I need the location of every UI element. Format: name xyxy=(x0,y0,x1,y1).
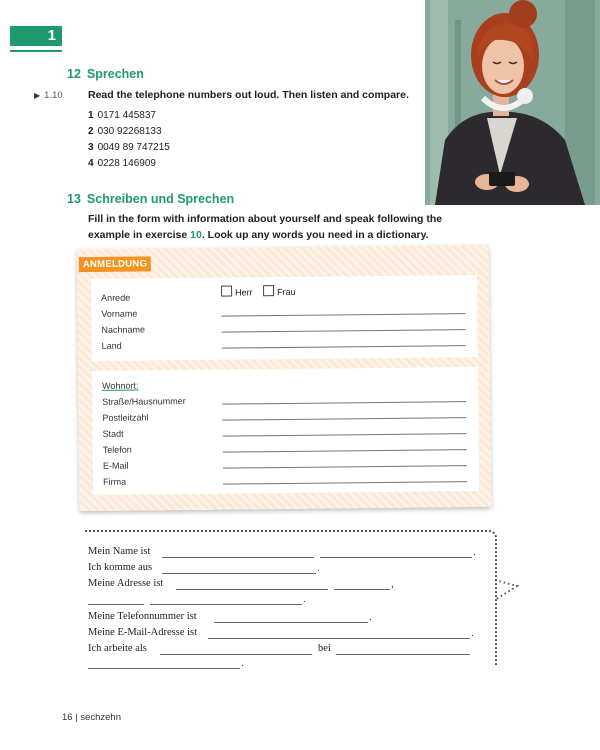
label-stadt: Stadt xyxy=(102,428,124,439)
list-item: 2 030 92268133 xyxy=(88,126,162,137)
strasse-field[interactable] xyxy=(222,401,466,405)
sentence-arbeite: Ich arbeite als xyxy=(88,643,147,654)
stadt-field[interactable] xyxy=(223,433,467,437)
list-item: 1 0171 445837 xyxy=(88,110,156,121)
instruction-line-2: example in exercise 10. Look up any words you need in a dictionary. xyxy=(88,229,429,241)
chapter-number-tab: 1 xyxy=(10,26,62,46)
personal-details-panel xyxy=(91,275,478,361)
photo-illustration xyxy=(425,0,600,205)
exercise-12-title: Sprechen xyxy=(86,67,144,81)
exercise-13-title: Schreiben und Sprechen xyxy=(86,192,235,206)
exercise-13-instruction xyxy=(88,211,442,243)
label-firma: Firma xyxy=(103,476,127,487)
exercise-13-heading xyxy=(67,192,234,206)
bei-blank[interactable] xyxy=(336,654,470,655)
sentence-telefon: Meine Telefonnummer ist xyxy=(88,611,197,622)
arbeite-blank-2[interactable] xyxy=(88,668,240,669)
adresse-blank-3[interactable] xyxy=(88,604,144,605)
email-blank[interactable] xyxy=(208,638,470,639)
salutation-options xyxy=(221,285,304,298)
email-field[interactable] xyxy=(223,465,467,469)
telefon-field[interactable] xyxy=(223,449,467,453)
sentence-adresse: Meine Adresse ist xyxy=(88,578,164,589)
frau-checkbox[interactable] xyxy=(263,285,274,296)
page-number: 16 xyxy=(62,712,73,723)
adresse-blank-1[interactable] xyxy=(176,589,328,590)
chapter-rule xyxy=(10,50,62,52)
footer-separator: | xyxy=(75,712,78,723)
form-title: ANMELDUNG xyxy=(79,256,152,272)
frau-label: Frau xyxy=(277,286,296,298)
address-panel xyxy=(92,367,479,495)
land-field[interactable] xyxy=(222,345,466,349)
name-blank-2[interactable] xyxy=(320,557,472,558)
label-land: Land xyxy=(101,340,122,351)
sentence-name: Mein Name ist xyxy=(88,546,151,557)
play-icon: ▶ xyxy=(34,91,41,100)
label-wohnort: Wohnort: xyxy=(102,380,139,391)
sentence-email: Meine E-Mail-Adresse ist xyxy=(88,627,198,638)
woman-with-phone-photo xyxy=(425,0,600,205)
exercise-reference[interactable]: 10 xyxy=(190,229,202,241)
adresse-blank-4[interactable] xyxy=(150,604,302,605)
sentence-komme: Ich komme aus xyxy=(88,562,153,573)
komme-blank[interactable] xyxy=(162,573,316,574)
audio-track[interactable] xyxy=(34,90,63,101)
postleitzahl-field[interactable] xyxy=(222,417,466,421)
vorname-field[interactable] xyxy=(221,313,465,317)
exercise-13-number: 13 xyxy=(67,192,81,206)
firma-field[interactable] xyxy=(223,481,467,485)
label-email: E-Mail xyxy=(102,460,129,471)
arbeite-blank[interactable] xyxy=(160,654,312,655)
adresse-blank-2[interactable] xyxy=(334,589,390,590)
list-item: 4 0228 146909 xyxy=(88,158,156,169)
list-item: 3 0049 89 747215 xyxy=(88,142,170,153)
exercise-12-heading xyxy=(67,67,144,81)
label-telefon: Telefon xyxy=(102,444,132,455)
label-anrede: Anrede xyxy=(101,292,131,303)
herr-label: Herr xyxy=(235,287,253,298)
name-blank-1[interactable] xyxy=(162,557,314,558)
phone-number-list xyxy=(88,108,170,172)
instruction-line-1: Fill in the form with information about yourself and speak following the xyxy=(88,213,443,225)
nachname-field[interactable] xyxy=(222,329,466,333)
label-nachname: Nachname xyxy=(101,324,146,335)
label-strasse: Straße/Hausnummer xyxy=(102,396,186,407)
telefon-blank[interactable] xyxy=(214,622,368,623)
exercise-12-instruction: Read the telephone numbers out loud. Then listen and compare. xyxy=(88,89,409,101)
speech-bubble-tail xyxy=(493,578,519,602)
label-vorname: Vorname xyxy=(101,308,138,319)
herr-checkbox[interactable] xyxy=(221,286,232,297)
registration-form xyxy=(77,245,492,511)
sentence-bei: bei xyxy=(318,643,331,654)
exercise-12-number: 12 xyxy=(67,67,81,81)
label-postleitzahl: Postleitzahl xyxy=(102,412,149,423)
page-footer xyxy=(62,712,121,723)
page-word: sechzehn xyxy=(80,712,121,723)
audio-track-number: 1.10 xyxy=(44,90,63,101)
